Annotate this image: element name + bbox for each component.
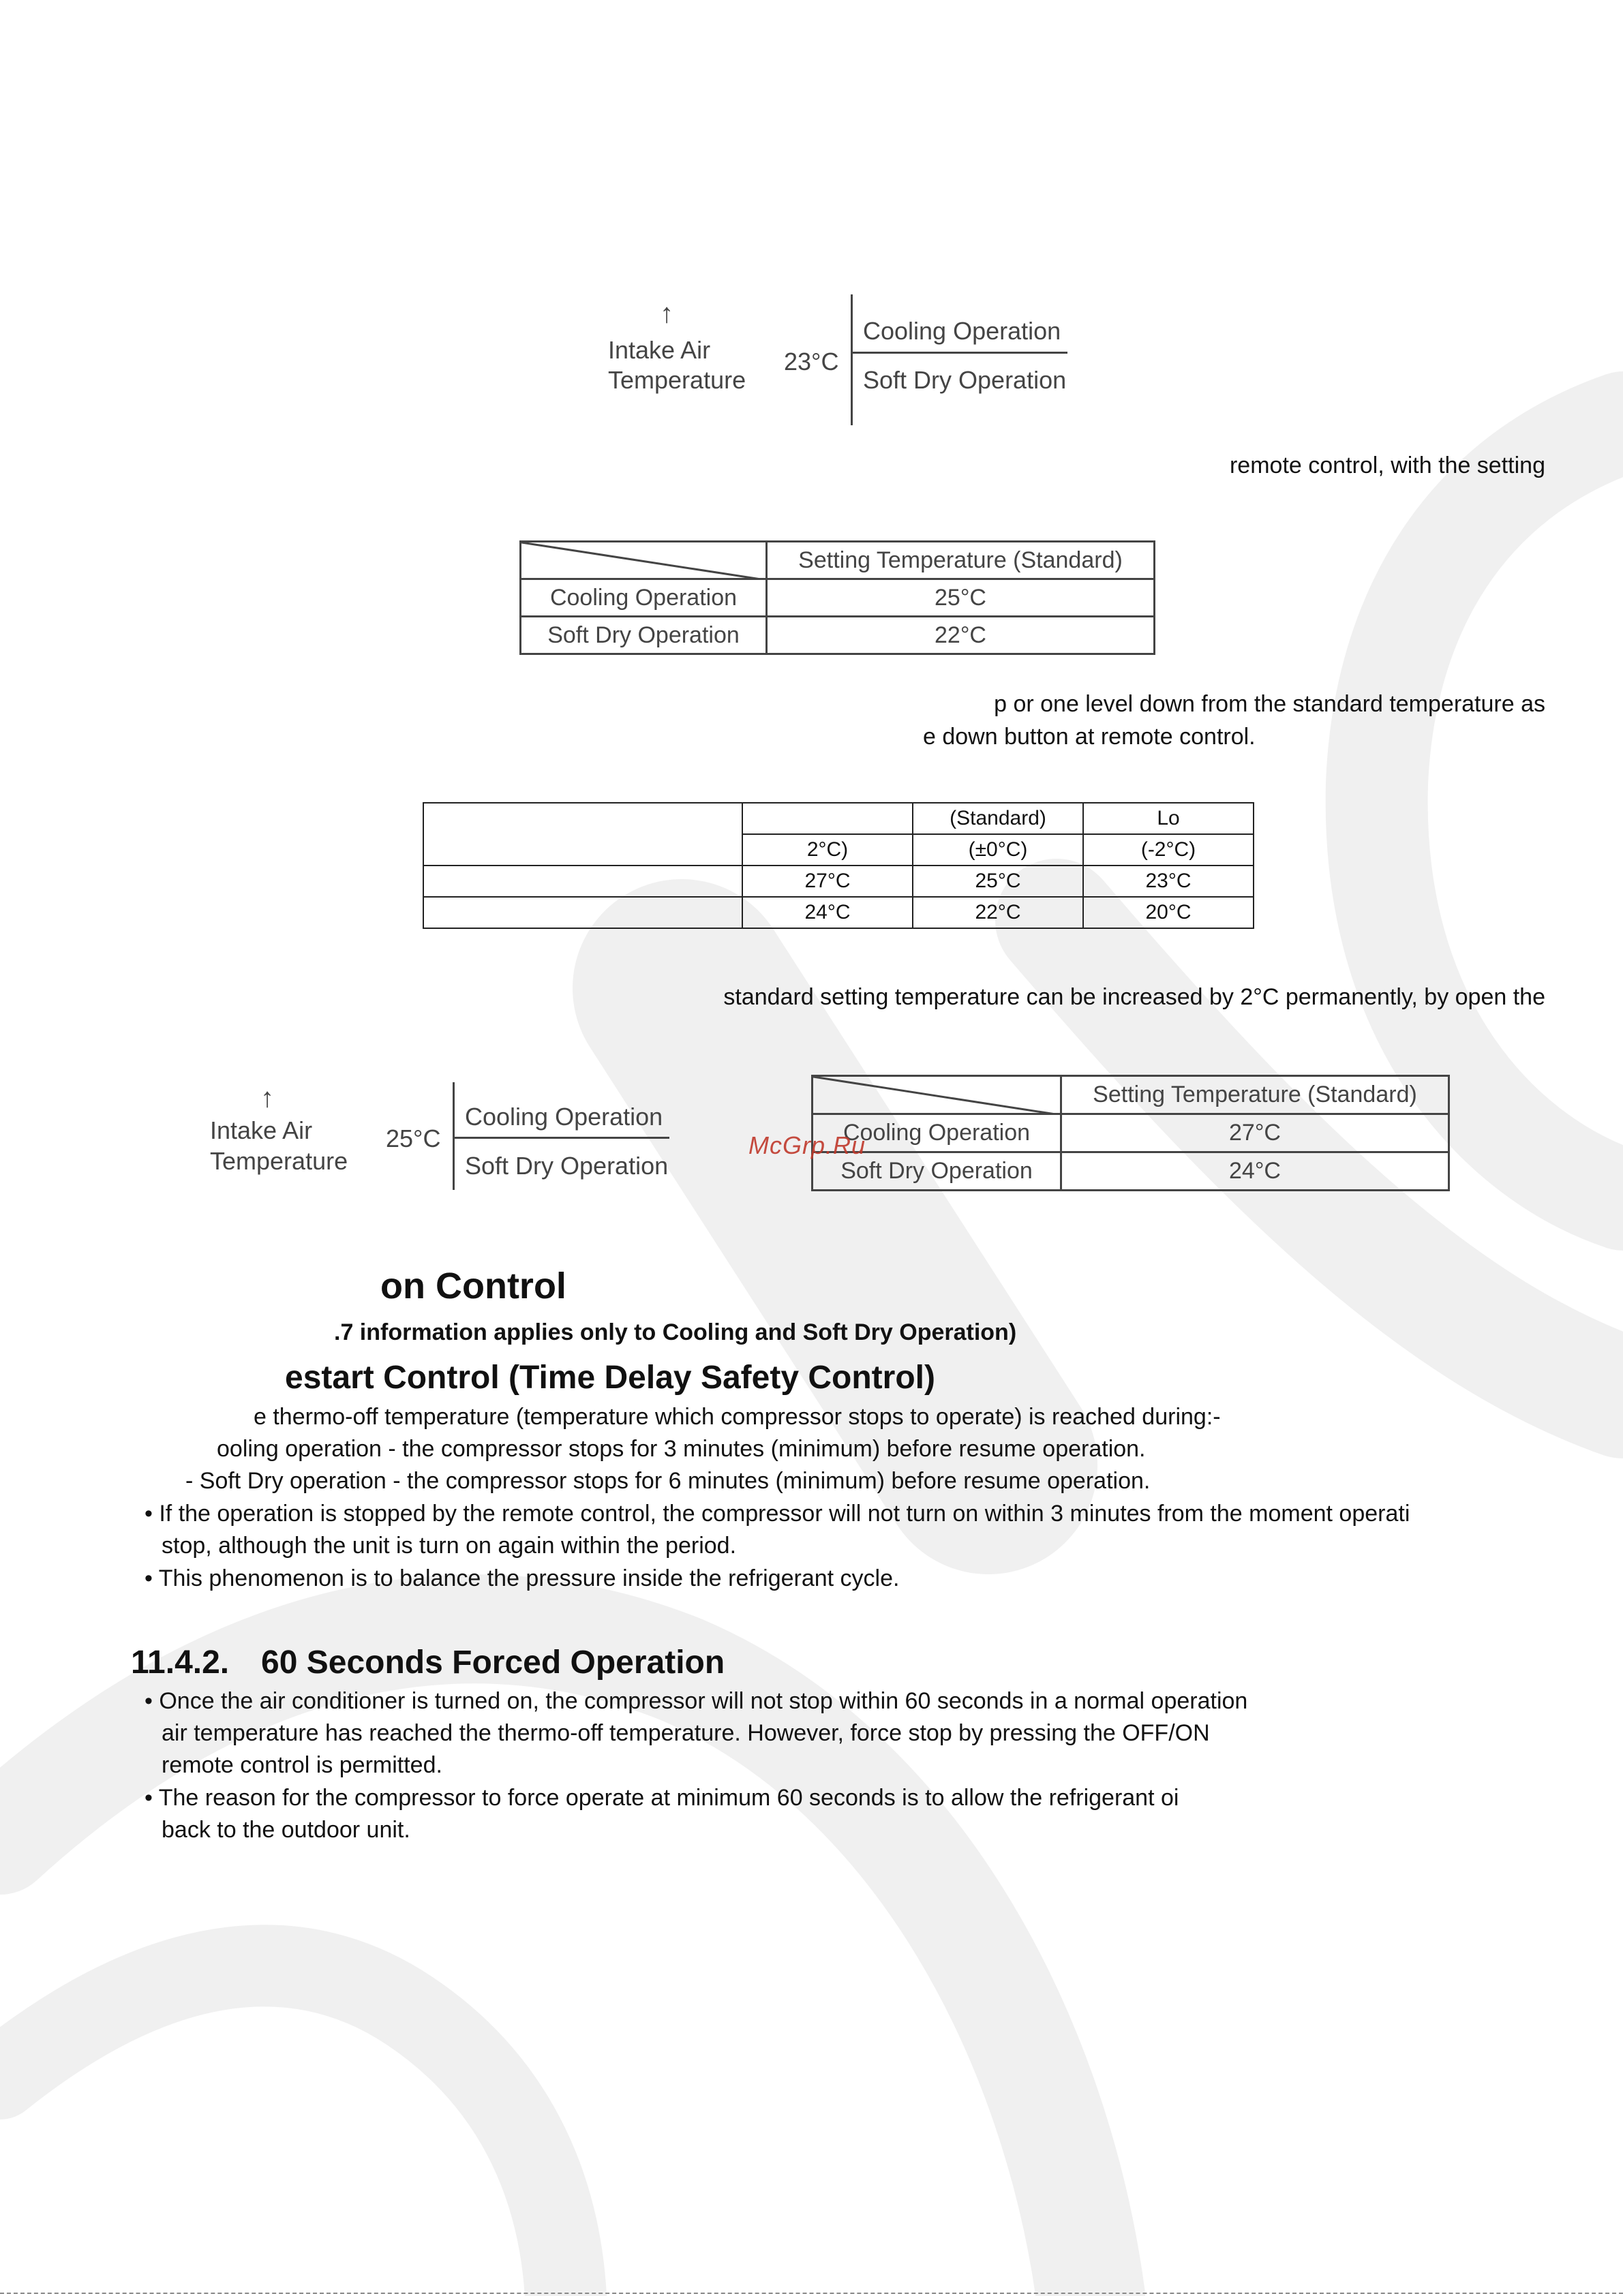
upper-operation: Cooling Operation bbox=[863, 317, 1061, 345]
setting-temperature-table-1 bbox=[519, 540, 1155, 655]
table-row-value: 25°C bbox=[767, 579, 1155, 617]
threshold-temp: 23°C bbox=[784, 348, 839, 376]
threshold-temp: 25°C bbox=[386, 1124, 441, 1152]
table-blank-cell bbox=[423, 866, 742, 897]
sub-header: (-2°C) bbox=[1083, 834, 1254, 866]
table-row-value: 22°C bbox=[767, 617, 1155, 654]
diagram-label-line1: Intake Air bbox=[608, 336, 711, 364]
section-title: on Control bbox=[380, 1266, 566, 1306]
restart-line3: - Soft Dry operation - the compressor stops for 6 minutes (minimum) before resume operation. bbox=[185, 1468, 1151, 1494]
col-header-standard: (Standard) bbox=[913, 803, 1083, 834]
diagram-vertical-line bbox=[453, 1082, 455, 1190]
restart-line2: ooling operation - the compressor stops for 3 minutes (minimum) before resume operation. bbox=[217, 1436, 1146, 1462]
text-level-line1: p or one level down from the standard temperature as bbox=[994, 691, 1545, 717]
table-cell: 27°C bbox=[742, 866, 913, 897]
forced-bullet1-line3: remote control is permitted. bbox=[162, 1752, 442, 1778]
col-header-lo: Lo bbox=[1083, 803, 1254, 834]
table-corner-cell bbox=[521, 542, 767, 579]
table-cell: 24°C bbox=[742, 897, 913, 928]
subsection-number: 11.4.2. bbox=[131, 1644, 230, 1681]
diagram-label-line1: Intake Air bbox=[210, 1116, 313, 1144]
text-level-line2: e down button at remote control. bbox=[923, 724, 1256, 750]
diagonal-line bbox=[813, 1077, 1060, 1115]
up-arrow: ↑ bbox=[260, 1083, 274, 1113]
restart-line1: e thermo-off temperature (temperature which compressor stops to operate) is reached during:- bbox=[254, 1404, 1221, 1430]
table-row-label: Cooling Operation bbox=[521, 579, 767, 617]
table-row-label: Cooling Operation bbox=[813, 1114, 1061, 1152]
table-blank-cell bbox=[742, 803, 913, 834]
table-cell: 23°C bbox=[1083, 866, 1254, 897]
setting-temperature-table-2 bbox=[811, 1075, 1450, 1191]
section-note: .7 information applies only to Cooling and Soft Dry Operation) bbox=[334, 1319, 1017, 1345]
table-header: Setting Temperature (Standard) bbox=[1061, 1076, 1449, 1114]
diagram-vertical-line bbox=[851, 294, 853, 425]
up-arrow: ↑ bbox=[660, 299, 673, 328]
restart-bullet1-line2: stop, although the unit is turn on again within the period. bbox=[162, 1533, 737, 1559]
table-blank-cell bbox=[423, 897, 742, 928]
sub-header: 2°C) bbox=[742, 834, 913, 866]
table-header: Setting Temperature (Standard) bbox=[767, 542, 1155, 579]
temperature-level-table bbox=[423, 802, 1254, 929]
subsection-title-restart: estart Control (Time Delay Safety Control) bbox=[285, 1360, 935, 1396]
diagram-label-line2: Temperature bbox=[608, 366, 746, 394]
table-row-value: 24°C bbox=[1061, 1152, 1449, 1191]
table-corner-cell bbox=[813, 1076, 1061, 1114]
table-blank-cell bbox=[423, 803, 742, 866]
subsection-title-forced: 60 Seconds Forced Operation bbox=[261, 1644, 725, 1681]
lower-operation: Soft Dry Operation bbox=[863, 366, 1067, 394]
table-row-value: 27°C bbox=[1061, 1114, 1449, 1152]
diagram-horizontal-line bbox=[852, 352, 1067, 354]
table-cell: 20°C bbox=[1083, 897, 1254, 928]
table-cell: 22°C bbox=[913, 897, 1083, 928]
restart-bullet1-line1: • If the operation is stopped by the remote control, the compressor will not turn on within 3 minutes from the moment operati bbox=[145, 1501, 1410, 1527]
diagram-label-line2: Temperature bbox=[210, 1147, 348, 1175]
forced-bullet1-line2: air temperature has reached the thermo-off temperature. However, force stop by pressing the OFF/ON bbox=[162, 1720, 1210, 1746]
diagram-horizontal-line bbox=[454, 1137, 669, 1139]
page-bottom-cut-line bbox=[0, 2293, 1623, 2294]
table-row-label: Soft Dry Operation bbox=[521, 617, 767, 654]
sub-header: (±0°C) bbox=[913, 834, 1083, 866]
forced-bullet1-line1: • Once the air conditioner is turned on, the compressor will not stop within 60 seconds in a normal operation bbox=[145, 1688, 1248, 1714]
restart-bullet2: • This phenomenon is to balance the pressure inside the refrigerant cycle. bbox=[145, 1565, 900, 1591]
text-increase: standard setting temperature can be increased by 2°C permanently, by open the bbox=[723, 984, 1545, 1010]
forced-bullet2-line1: • The reason for the compressor to force operate at minimum 60 seconds is to allow the refrigerant oi bbox=[145, 1785, 1179, 1811]
text-remote-control: remote control, with the setting bbox=[1229, 453, 1545, 478]
site-watermark: McGrp.Ru bbox=[748, 1131, 866, 1159]
upper-operation: Cooling Operation bbox=[465, 1103, 663, 1131]
lower-operation: Soft Dry Operation bbox=[465, 1152, 669, 1180]
forced-bullet2-line2: back to the outdoor unit. bbox=[162, 1817, 410, 1843]
table-row-label: Soft Dry Operation bbox=[813, 1152, 1061, 1191]
diagonal-line bbox=[521, 542, 765, 580]
table-cell: 25°C bbox=[913, 866, 1083, 897]
